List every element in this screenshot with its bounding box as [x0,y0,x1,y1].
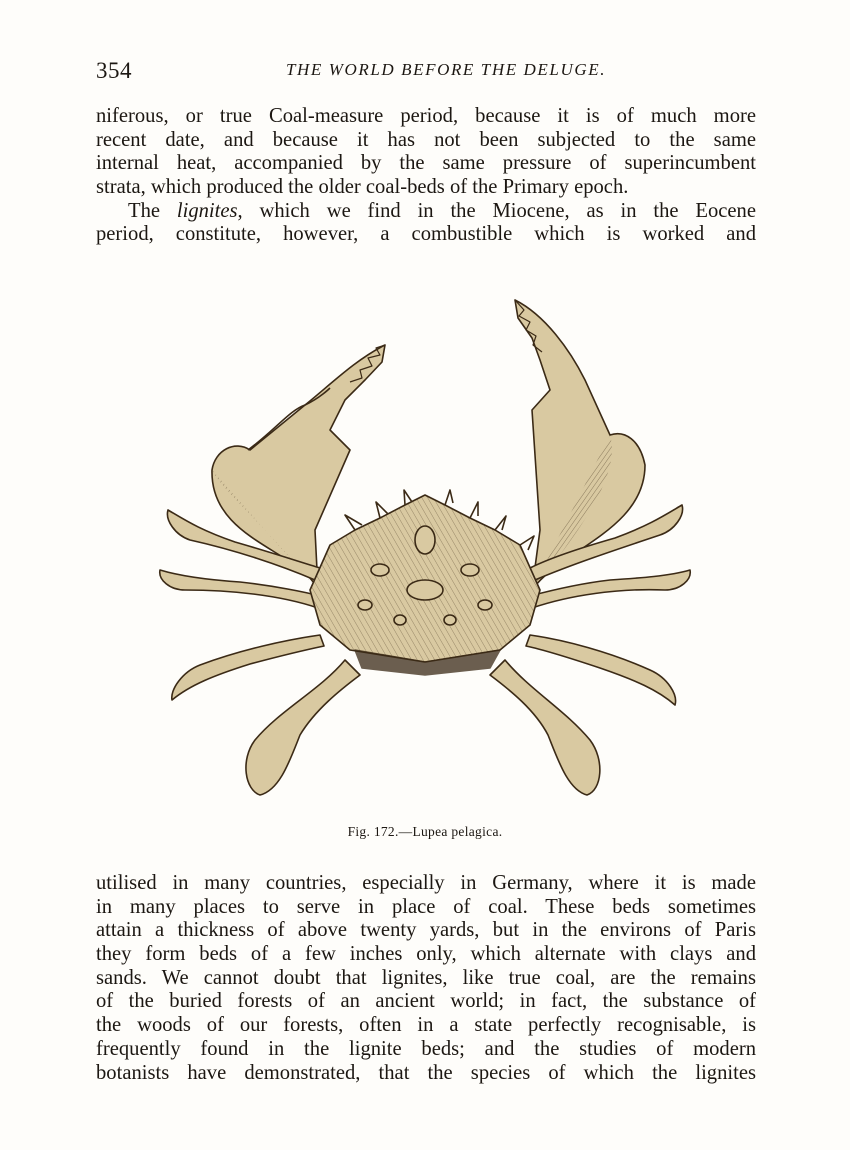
text-line: in many places to serve in place of coal. These beds sometimes [96,895,756,918]
text-line: they form beds of a few inches only, which alternate with clays and [96,943,756,966]
paragraph-start-line [96,200,756,224]
text-line: the woods of our forests, often in a state perfectly recognisable, is [96,1014,756,1037]
figure-caption: Fig. 172.—Lupea pelagica. [347,824,503,839]
crab-engraving [140,290,710,820]
text-line: botanists have demonstrated, that the species of which the lignites [96,1061,756,1084]
text-line: niferous, or true Coal-measure period, because it is of much more [96,105,756,127]
text-line: recent date, and because it has not been subjected to the same [96,128,756,151]
text-line: of the buried forests of an ancient world; in fact, the substance of [96,990,756,1013]
running-head [96,58,756,88]
text-run: The [128,199,177,222]
text-line: utilised in many countries, especially in Germany, where it is made [96,872,756,894]
text-line: frequently found in the lignite beds; and the studies of modern [96,1037,756,1060]
body-text-top [96,105,756,247]
page-number: 354 [96,58,132,83]
crab-illustration [140,290,710,820]
text-line: strata, which produced the older coal-beds of the Primary epoch. [96,176,629,199]
emphasis-lignites: lignites [176,199,238,222]
running-title: THE WORLD BEFORE THE DELUGE. [285,60,607,79]
text-line: internal heat, accompanied by the same pressure of superincumbent [96,152,756,175]
text-run: , which we find in the Miocene, as in the Eocene [237,199,756,222]
text-line: attain a thickness of above twenty yards, but in the environs of Paris [96,919,756,942]
text-line: sands. We cannot doubt that lignites, like true coal, are the remains [96,966,756,989]
text-line: period, constitute, however, a combustible which is worked and [96,223,756,246]
body-text-bottom [96,872,756,1085]
